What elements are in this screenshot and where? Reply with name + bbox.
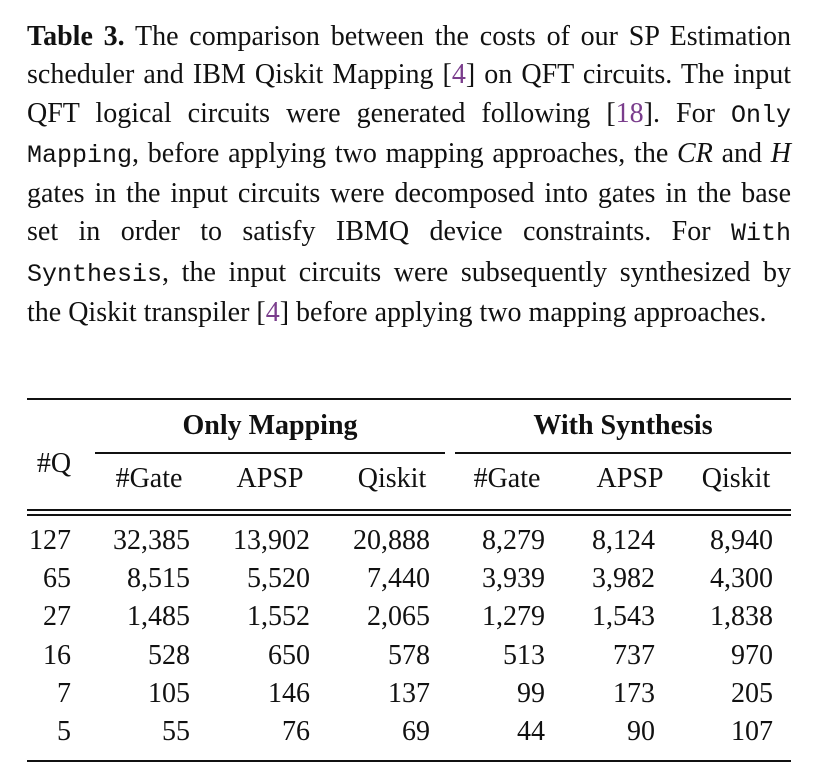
table-cell: 99 — [517, 677, 545, 709]
cell-qubits: 16 — [43, 639, 71, 671]
table-cell: 205 — [731, 677, 773, 709]
table-cell: 528 — [148, 639, 190, 671]
table-cell: 146 — [268, 677, 310, 709]
caption-text: and — [712, 137, 771, 169]
header-double-rule-b — [27, 514, 791, 516]
top-rule — [27, 398, 791, 400]
table-caption — [27, 18, 791, 332]
cell-qubits: 127 — [29, 525, 71, 556]
table-cell: 107 — [731, 716, 773, 747]
cell-qubits: 7 — [57, 677, 71, 709]
group-header-with-synthesis: With Synthesis — [533, 410, 713, 441]
results-table — [27, 398, 791, 768]
math-cr: CR — [677, 137, 713, 169]
caption-text: , the input circuits were subsequently synthesized by the Qiskit transpiler [ — [27, 256, 791, 329]
column-header-apsp: APSP — [236, 463, 304, 494]
column-header-apsp: APSP — [596, 463, 664, 494]
table-cell: 650 — [268, 639, 310, 671]
math-h: H — [770, 137, 791, 169]
table-cell: 3,939 — [482, 563, 545, 595]
table-cell: 8,940 — [710, 525, 773, 556]
cell-qubits: 27 — [43, 601, 71, 633]
table-cell: 55 — [162, 716, 190, 747]
column-header-qiskit: Qiskit — [357, 463, 427, 494]
table-cell: 44 — [517, 716, 545, 747]
table-cell: 737 — [613, 639, 655, 671]
header-double-rule-a — [27, 509, 791, 511]
caption-text: The comparison between the costs of our SP Estimation scheduler and IBM Qiskit Mapping [ — [27, 21, 792, 91]
table-cell: 1,838 — [710, 601, 773, 633]
table-cell: 69 — [402, 716, 430, 747]
table-cell: 1,279 — [482, 601, 545, 633]
caption-text: , before applying two mapping approaches, the — [132, 137, 678, 169]
table-cell: 4,300 — [710, 563, 773, 595]
table-cell: 5,520 — [247, 563, 310, 595]
table-cell: 1,485 — [127, 601, 190, 633]
caption-label: Table 3. — [27, 21, 125, 52]
table-cell: 13,902 — [233, 525, 310, 556]
table-cell: 137 — [388, 677, 430, 709]
table-cell: 8,515 — [127, 563, 190, 595]
table-cell: 90 — [627, 716, 655, 747]
table-cell: 970 — [731, 639, 773, 671]
citation-link[interactable]: 4 — [451, 59, 466, 91]
table-cell: 32,385 — [113, 525, 190, 556]
column-header-num-gate: #Gate — [473, 463, 541, 494]
citation-link[interactable]: 18 — [615, 97, 644, 129]
table-cell: 1,543 — [592, 601, 655, 633]
group-header-only-mapping: Only Mapping — [182, 410, 358, 441]
table-cell: 20,888 — [353, 525, 430, 556]
table-cell: 513 — [503, 639, 545, 671]
table-cell: 8,279 — [482, 525, 545, 556]
caption-text: ]. For — [643, 97, 731, 129]
caption-text: gates in the input circuits were decomposed into gates in the base set in order to satisfy IBMQ device constraints. For — [27, 178, 791, 248]
group-rule-only-mapping — [95, 452, 445, 454]
code-with-synthesis: With Synthesis — [27, 219, 791, 289]
table-cell: 173 — [613, 677, 655, 709]
column-header-qiskit: Qiskit — [701, 463, 771, 494]
table-cell: 3,982 — [592, 563, 655, 595]
cell-qubits: 5 — [57, 716, 71, 747]
table-cell: 105 — [148, 677, 190, 709]
table-cell: 1,552 — [247, 601, 310, 633]
caption-text: ] before applying two mapping approaches. — [279, 297, 767, 329]
caption-text: ] on QFT circuits. The input QFT logical circuits were generated following [ — [27, 59, 791, 129]
citation-link[interactable]: 4 — [265, 297, 280, 329]
column-header-num-gate: #Gate — [115, 463, 183, 494]
table-cell: 76 — [282, 716, 310, 747]
q-header: #Q — [36, 448, 72, 479]
cell-qubits: 65 — [43, 563, 71, 595]
table-cell: 8,124 — [592, 525, 655, 556]
code-only-mapping: Only Mapping — [27, 100, 791, 170]
bottom-rule — [27, 760, 791, 762]
table-cell: 7,440 — [367, 563, 430, 595]
table-cell: 2,065 — [367, 601, 430, 633]
table-cell: 578 — [388, 639, 430, 671]
group-rule-with-synthesis — [455, 452, 791, 454]
